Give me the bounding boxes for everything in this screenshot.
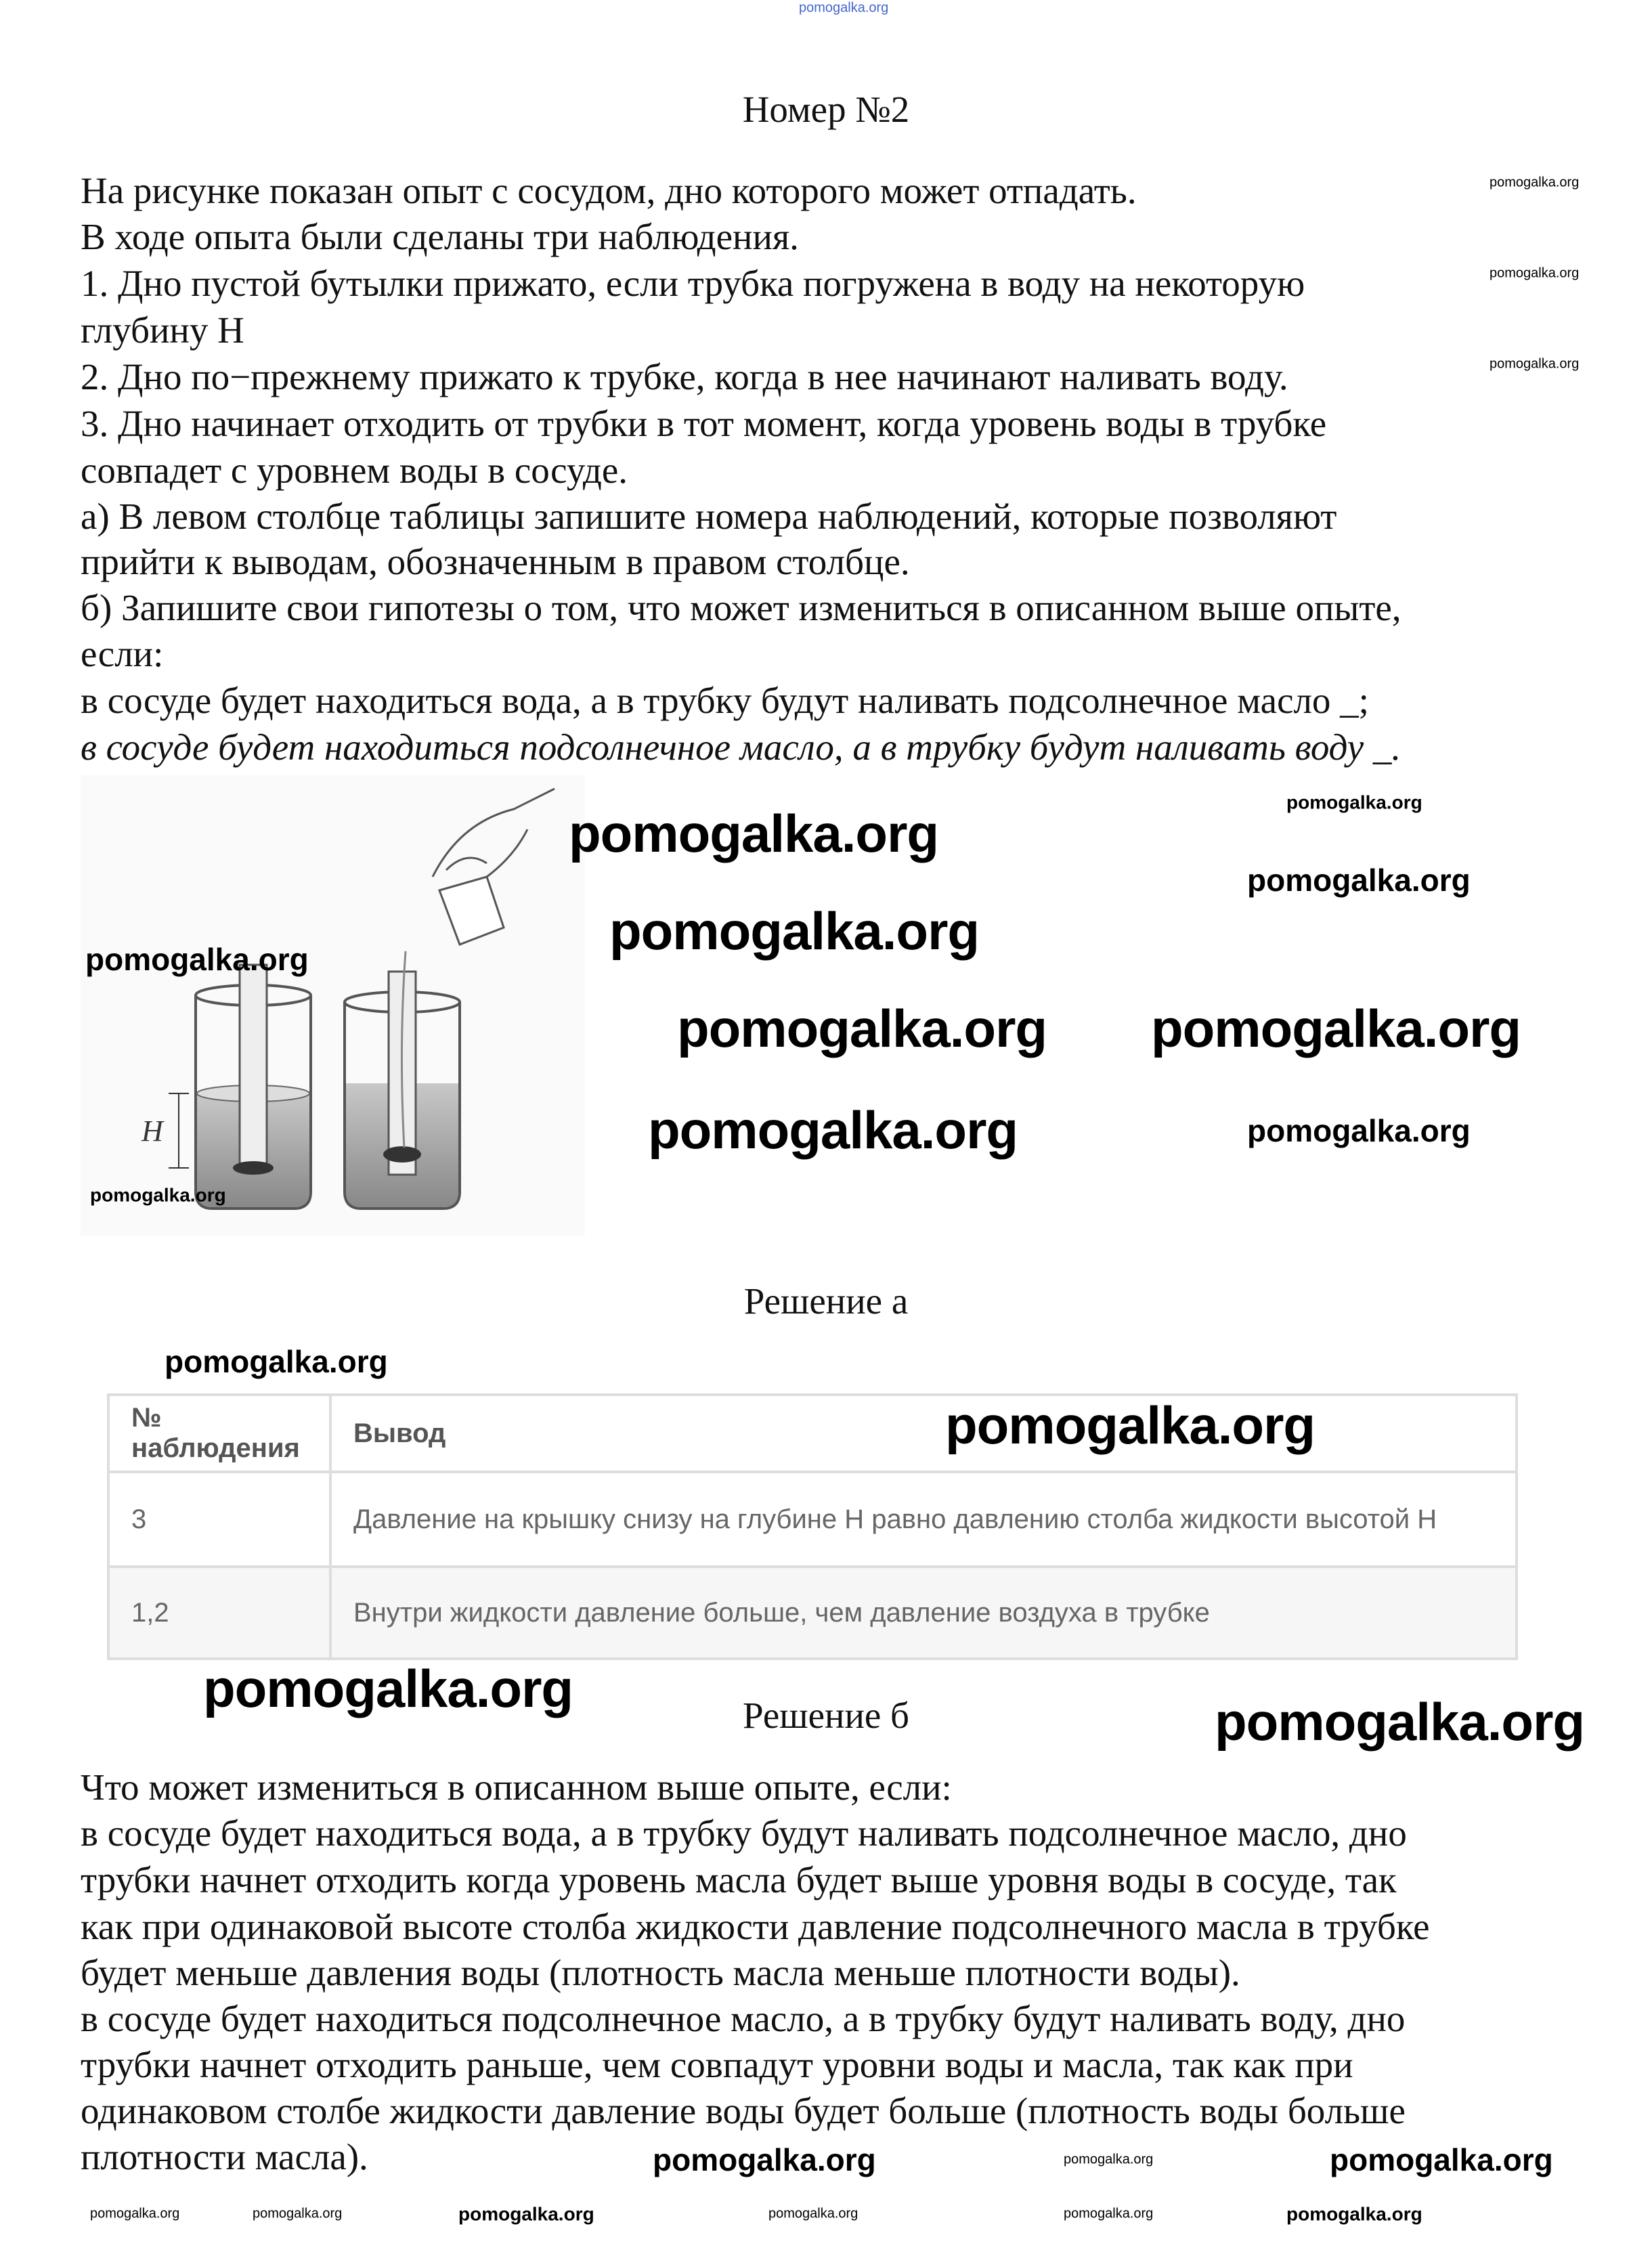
task-line: В ходе опыта были сделаны три наблюдения. — [81, 216, 799, 257]
watermark: pomogalka.org — [85, 941, 309, 977]
watermark: pomogalka.org — [768, 2206, 858, 2221]
watermark: pomogalka.org — [653, 2142, 876, 2177]
solution-line: одинаковом столбе жидкости давление воды будет больше (плотность воды больше — [81, 2090, 1406, 2131]
watermark: pomogalka.org — [1490, 265, 1580, 281]
task-line-italic: в сосуде будет находиться подсолнечное масло, а в трубку будут наливать воду _. — [81, 726, 1401, 768]
task-line: б) Запишите свои гипотезы о том, что может измениться в описанном выше опыте, — [81, 587, 1401, 628]
watermark: pomogalka.org — [945, 1395, 1316, 1456]
task-line: прийти к выводам, обозначенным в правом столбце. — [81, 541, 910, 582]
table-row — [108, 1472, 1517, 1567]
solution-line: Что может измениться в описанном выше опыте, если: — [81, 1766, 952, 1808]
solution-line: плотности масла). — [81, 2136, 368, 2177]
watermark: pomogalka.org — [609, 901, 980, 961]
depth-label: H — [142, 1114, 163, 1148]
watermark: pomogalka.org — [1151, 999, 1521, 1059]
watermark: pomogalka.org — [569, 804, 939, 864]
task-line: а) В левом столбце таблицы запишите номера наблюдений, которые позволяют — [81, 496, 1337, 537]
watermark: pomogalka.org — [1490, 175, 1580, 190]
solution-b-title: Решение б — [742, 1695, 910, 1736]
watermark: pomogalka.org — [90, 1184, 226, 1206]
watermark: pomogalka.org — [1330, 2142, 1553, 2177]
watermark: pomogalka.org — [1064, 2152, 1154, 2167]
task-line: 3. Дно начинает отходить от трубки в тот момент, когда уровень воды в трубке — [81, 403, 1327, 444]
header-observation: № наблюдения — [108, 1395, 330, 1472]
table-row — [108, 1567, 1517, 1659]
watermark: pomogalka.org — [1247, 862, 1471, 898]
watermark: pomogalka.org — [677, 999, 1047, 1059]
solution-line: в сосуде будет находиться вода, а в трубку будут наливать подсолнечное масло, дно — [81, 1812, 1407, 1854]
task-line: На рисунке показан опыт с сосудом, дно которого может отпадать. — [81, 170, 1137, 211]
watermark: pomogalka.org — [1286, 2203, 1422, 2225]
watermark: pomogalka.org — [1286, 791, 1422, 813]
cell-observation: 1,2 — [108, 1567, 330, 1659]
cell-observation: 3 — [108, 1472, 330, 1567]
solution-line: как при одинаковой высоте столба жидкости давление подсолнечного масла в трубке — [81, 1906, 1430, 1947]
solution-line: трубки начнет отходить раньше, чем совпадут уровни воды и масла, так как при — [81, 2044, 1353, 2085]
watermark: pomogalka.org — [165, 1343, 388, 1379]
watermark: pomogalka.org — [1215, 1692, 1585, 1752]
cell-conclusion: Внутри жидкости давление больше, чем давление воздуха в трубке — [330, 1567, 1517, 1659]
page-title: Номер №2 — [742, 89, 910, 130]
task-line: в сосуде будет находиться вода, а в трубку будут наливать подсолнечное масло _; — [81, 680, 1369, 721]
watermark: pomogalka.org — [203, 1659, 573, 1719]
watermark: pomogalka.org — [253, 2206, 343, 2221]
watermark: pomogalka.org — [1064, 2206, 1154, 2221]
watermark: pomogalka.org — [90, 2206, 180, 2221]
solution-line: будет меньше давления воды (плотность масла меньше плотности воды). — [81, 1952, 1240, 1993]
watermark: pomogalka.org — [1247, 1112, 1471, 1148]
watermark: pomogalka.org — [458, 2203, 594, 2225]
experiment-figure — [81, 775, 585, 1236]
task-line: 1. Дно пустой бутылки прижато, если трубка погружена в воду на некоторую — [81, 263, 1305, 304]
solution-a-title: Решение а — [743, 1280, 909, 1322]
watermark: pomogalka.org — [1490, 356, 1580, 372]
solution-line: в сосуде будет находиться подсолнечное масло, а в трубку будут наливать воду, дно — [81, 1998, 1406, 2039]
watermark: pomogalka.org — [648, 1100, 1018, 1160]
task-line: глубину Н — [81, 309, 244, 351]
task-line: совпадет с уровнем воды в сосуде. — [81, 450, 628, 491]
header-conclusion: Вывод — [330, 1395, 1517, 1472]
watermark: pomogalka.org — [799, 0, 889, 16]
cell-conclusion: Давление на крышку снизу на глубине Н равно давлению столба жидкости высотой Н — [330, 1472, 1517, 1567]
task-line: 2. Дно по−прежнему прижато к трубке, когда в нее начинают наливать воду. — [81, 356, 1288, 397]
solution-line: трубки начнет отходить когда уровень масла будет выше уровня воды в сосуде, так — [81, 1859, 1397, 1900]
task-line: если: — [81, 633, 164, 674]
